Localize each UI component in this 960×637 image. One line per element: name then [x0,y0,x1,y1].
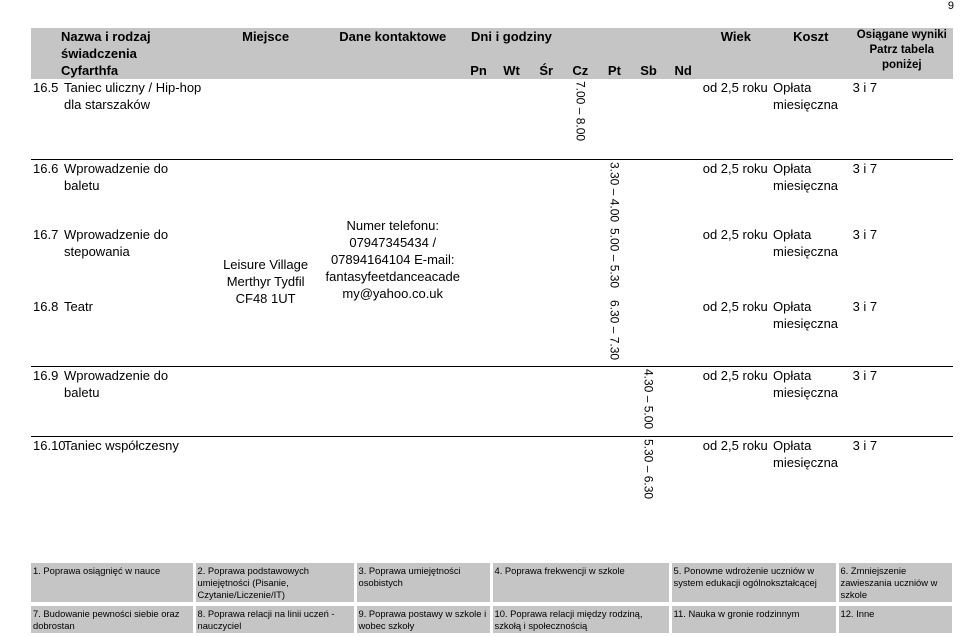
legend-item: 12. Inne [837,604,953,635]
table-row [31,160,953,227]
header-contact: Dane kontaktowe [339,29,447,44]
row-cost: Opłata miesięczna [773,299,839,332]
legend-row [31,604,953,635]
header-place: Miejsce [242,29,290,44]
row-number: 16.7 [33,227,59,243]
venue-cell [209,160,323,367]
row-time [563,79,597,145]
day-sr: Śr [539,63,554,78]
row-age: od 2,5 roku [701,436,771,503]
row-name: Wprowadzenie do stepowania [64,227,169,260]
contact-text: Numer telefonu: 07947345434 / 07894164104 E-mail: fantasyfeetdanceacade my@yahoo.co.uk [325,218,460,302]
time-label: 5.30 – 6.30 [641,438,656,499]
row-time [631,366,665,436]
legend-item: 3. Poprawa umiejętności osobistych [355,563,491,604]
header-row-1 [31,28,953,62]
row-outcomes: 3 i 7 [851,160,953,227]
header-blank [322,62,463,79]
row-separator [31,145,953,160]
legend-item: 7. Budowanie pewności siebie oraz dobrostan [31,604,194,635]
row-name: Wprowadzenie do baletu [62,366,209,436]
row-time [597,226,631,298]
table-row [31,298,953,366]
legend-item: 11. Nauka w gronie rodzinnym [670,604,837,635]
time-label: 6.30 – 7.30 [607,300,622,361]
time-label: 3.30 – 4.00 [607,162,622,223]
outcomes-legend [31,563,955,637]
header-row-2 [31,62,953,79]
row-outcomes: 3 i 7 [851,436,953,503]
row-number: 16.9 [31,366,62,436]
schedule-table [31,28,953,503]
table-row [31,226,953,298]
header-days: Dni i godziny [471,29,552,44]
row-number: 16.6 [31,160,62,227]
row-name: Taniec uliczny / Hip-hop dla starszaków [64,80,202,112]
legend-item: 4. Poprawa frekwencji w szkole [491,563,670,604]
table-row [31,366,953,436]
row-outcomes: 3 i 7 [851,366,953,436]
row-name: Taniec współczesny [62,436,209,503]
row-cost: Opłata miesięczna [771,366,851,436]
legend-row [31,563,953,604]
legend-item: 9. Poprawa postawy w szkole i wobec szkoły [355,604,491,635]
legend-item: 10. Poprawa relacji między rodziną, szkołą i społecznością [491,604,670,635]
table-row [31,79,953,145]
contact-cell [322,160,463,367]
row-cost: Opłata miesięczna [773,80,839,112]
time-label: 4.30 – 5.00 [641,368,656,429]
day-wt: Wt [503,63,520,78]
row-number: 16.8 [33,299,59,315]
header-provider: Cyfarthfa [61,63,119,78]
row-number: 16.5 [33,80,59,95]
header-blank [701,62,771,79]
day-nd: Nd [674,63,692,78]
header-cost: Koszt [793,29,829,44]
page-number: 9 [947,0,954,12]
header-age: Wiek [720,29,751,44]
legend-item: 1. Poprawa osiągnięć w nauce [31,563,194,604]
day-pt: Pt [607,63,621,78]
row-outcomes: 3 i 7 [852,80,878,95]
time-label: 5.00 – 5.30 [607,228,622,289]
table-row [31,436,953,503]
venue-text: Leisure Village Merthyr Tydfil CF48 1UT [223,257,309,307]
row-cost: Opłata miesięczna [771,160,851,227]
legend-item: 8. Poprawa relacji na linii uczeń - nauczyciel [194,604,355,635]
row-age: od 2,5 roku [702,227,768,243]
legend-item: 6. Zmniejszenie zawieszania uczniów w szkole [837,563,953,604]
header-blank [771,62,851,79]
row-age: od 2,5 roku [702,80,768,95]
row-time [597,298,631,366]
row-time [597,160,631,227]
row-number: 16.10 [31,436,62,503]
day-cz: Cz [572,63,589,78]
day-sb: Sb [640,63,657,78]
header-blank [209,62,323,79]
header-name: Nazwa i rodzaj świadczenia [61,29,151,61]
row-age: od 2,5 roku [701,366,771,436]
row-outcomes: 3 i 7 [852,227,878,243]
row-name: Teatr [64,299,93,315]
row-cost: Opłata miesięczna [773,227,839,260]
row-cost: Opłata miesięczna [771,436,851,503]
legend-item: 2. Poprawa podstawowych umiejętności (Pisanie, Czytanie/Liczenie/IT) [194,563,355,604]
legend-item: 5. Ponowne wdrożenie uczniów w system edukacji ogólnokształcącej [670,563,837,604]
row-age: od 2,5 roku [701,160,771,227]
row-name: Wprowadzenie do baletu [62,160,209,227]
header-outcomes: Osiągane wyniki Patrz tabela poniżej [856,29,947,71]
time-label: 7.00 – 8.00 [573,81,588,142]
day-pn: Pn [470,63,487,78]
row-outcomes: 3 i 7 [852,299,878,315]
row-time [631,436,665,503]
row-age: od 2,5 roku [702,299,768,315]
